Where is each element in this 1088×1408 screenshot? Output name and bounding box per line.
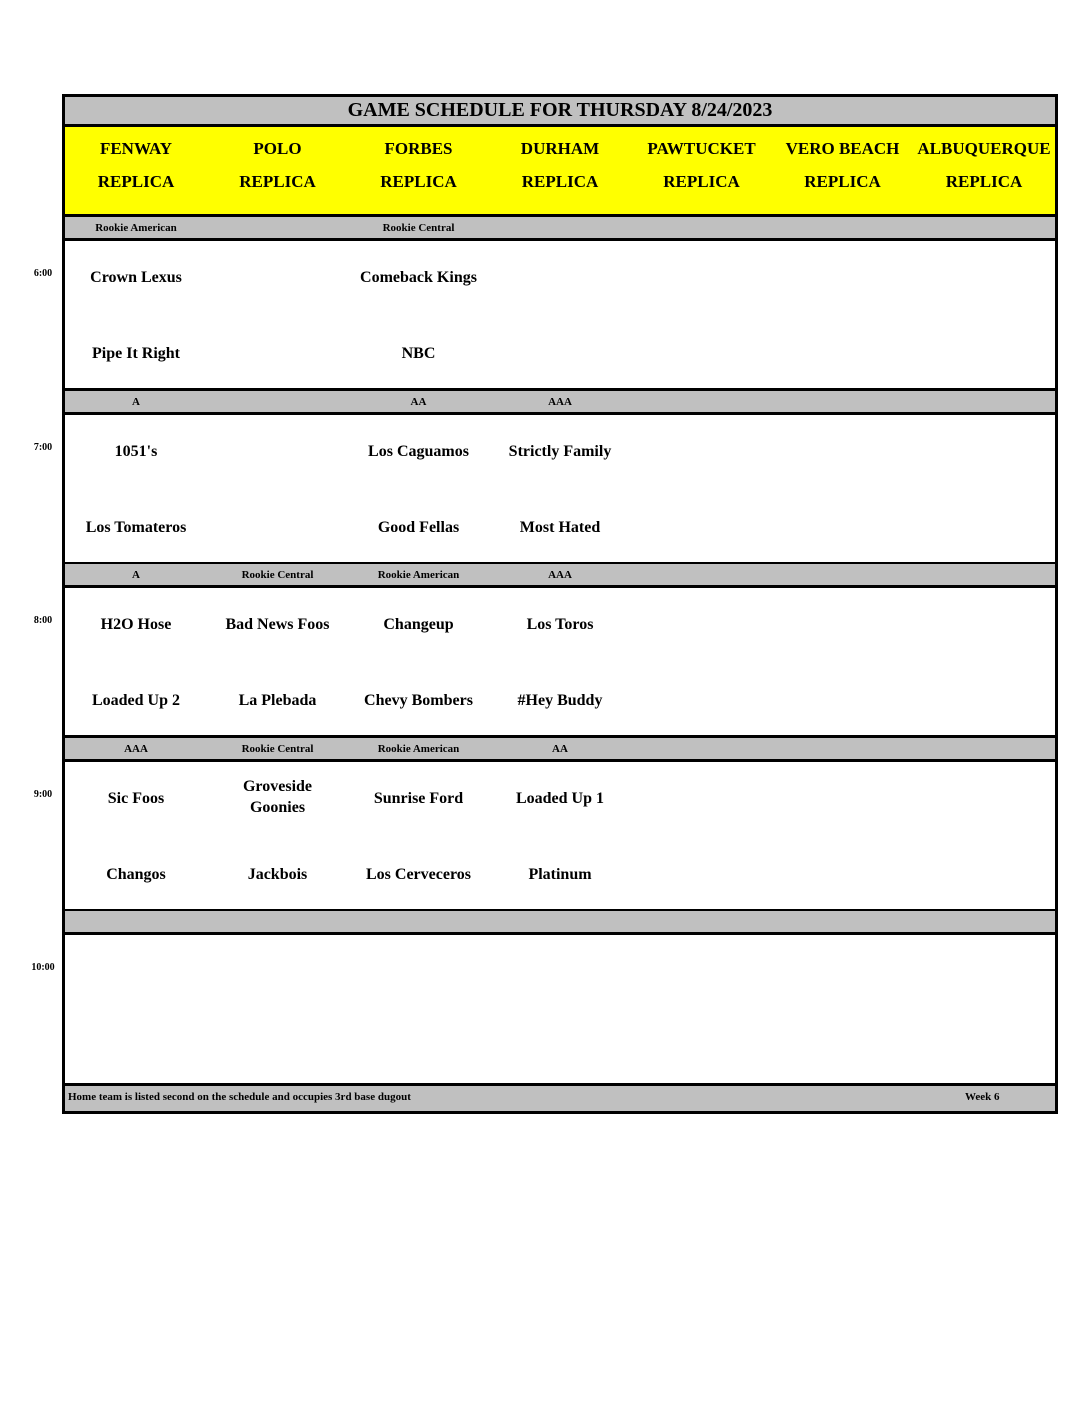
game-cell [207, 588, 351, 738]
game-cell [65, 241, 210, 391]
division-cell: Rookie Central [348, 217, 492, 241]
division-cell [631, 564, 775, 588]
home-team: Platinum [528, 866, 592, 883]
game-cell [631, 588, 775, 738]
division-cell [772, 738, 916, 762]
game-cell [348, 762, 492, 912]
away-team: Comeback Kings [360, 269, 477, 286]
game-cell [348, 588, 492, 738]
game-cell [631, 241, 775, 391]
week-label: Week 6 [965, 1091, 1000, 1103]
away-team: Los Caguamos [368, 443, 469, 460]
division-cell: Rookie Central [207, 564, 351, 588]
game-cell [489, 241, 634, 391]
game-cell [207, 241, 351, 391]
division-cell: A [65, 564, 210, 588]
division-cell [65, 911, 210, 935]
field-subtitle: REPLICA [663, 172, 740, 191]
division-cell: Rookie American [65, 217, 210, 241]
division-cell: Rookie American [348, 738, 492, 762]
game-cell [489, 415, 634, 565]
home-team: Los Cerveceros [366, 866, 471, 883]
home-team: NBC [401, 345, 436, 362]
division-cell [913, 564, 1055, 588]
away-team: H2O Hose [100, 616, 172, 633]
game-cell [348, 241, 492, 391]
game-cell [207, 762, 351, 912]
division-cell [631, 217, 775, 241]
field-name: PAWTUCKET [647, 139, 756, 158]
time-label: 9:00 [33, 789, 53, 800]
time-label: 6:00 [33, 268, 53, 279]
home-team: Chevy Bombers [364, 692, 473, 709]
away-team: Groveside Goonies [242, 778, 313, 816]
home-team: Good Fellas [377, 519, 460, 536]
home-team: #Hey Buddy [517, 692, 603, 709]
field-name: POLO [253, 139, 302, 158]
division-cell: Rookie Central [207, 738, 351, 762]
game-cell [772, 241, 916, 391]
division-cell [772, 564, 916, 588]
division-cell [913, 911, 1055, 935]
away-team: Crown Lexus [90, 269, 182, 286]
field-subtitle: REPLICA [239, 172, 316, 191]
division-cell [913, 217, 1055, 241]
field-header [772, 127, 916, 217]
division-cell: AA [348, 391, 492, 415]
game-cell [65, 935, 210, 1086]
division-cell [631, 738, 775, 762]
field-header [65, 127, 210, 217]
field-header [489, 127, 634, 217]
game-cell [913, 588, 1055, 738]
field-subtitle: REPLICA [521, 172, 599, 191]
home-team: Changos [106, 866, 166, 883]
division-cell [631, 391, 775, 415]
footer-note: Home team is listed second on the schedule and occupies 3rd base dugout [68, 1091, 411, 1103]
game-cell [772, 762, 916, 912]
time-label: 10:00 [31, 962, 55, 973]
schedule-title: GAME SCHEDULE FOR THURSDAY 8/24/2023 [65, 97, 1055, 127]
game-cell [631, 762, 775, 912]
time-label: 7:00 [33, 442, 53, 453]
division-cell [489, 217, 634, 241]
field-header [207, 127, 351, 217]
game-cell [913, 415, 1055, 565]
game-cell [207, 415, 351, 565]
home-team: Los Tomateros [85, 519, 187, 536]
division-cell: AAA [65, 738, 210, 762]
division-cell: AA [489, 738, 634, 762]
home-team: Most Hated [519, 519, 601, 536]
division-cell [772, 911, 916, 935]
field-name: FORBES [384, 139, 453, 158]
division-cell [913, 391, 1055, 415]
home-team: La Plebada [238, 692, 317, 709]
field-name: VERO BEACH [785, 139, 900, 158]
away-team: 1051's [114, 443, 158, 460]
game-cell [772, 935, 916, 1086]
game-cell [348, 415, 492, 565]
game-cell [207, 935, 351, 1086]
division-cell [207, 217, 351, 241]
field-subtitle: REPLICA [804, 172, 881, 191]
field-header [348, 127, 492, 217]
home-team: Jackbois [247, 866, 308, 883]
away-team: Strictly Family [508, 443, 612, 460]
away-team: Sic Foos [107, 790, 165, 807]
away-team: Sunrise Ford [373, 790, 464, 807]
away-team: Los Toros [526, 616, 594, 633]
division-cell [207, 911, 351, 935]
game-cell [65, 588, 210, 738]
division-cell: AAA [489, 391, 634, 415]
game-cell [348, 935, 492, 1086]
division-cell [348, 911, 492, 935]
division-cell [772, 217, 916, 241]
game-cell [489, 762, 634, 912]
home-team: Loaded Up 2 [91, 692, 181, 709]
home-team: Pipe It Right [92, 345, 180, 362]
field-subtitle: REPLICA [945, 172, 1023, 191]
division-cell [631, 911, 775, 935]
field-name: DURHAM [520, 139, 600, 158]
division-cell: Rookie American [348, 564, 492, 588]
time-label: 8:00 [33, 615, 53, 626]
game-cell [913, 935, 1055, 1086]
division-cell [489, 911, 634, 935]
game-cell [913, 762, 1055, 912]
game-cell [65, 415, 210, 565]
game-cell [772, 415, 916, 565]
game-cell [772, 588, 916, 738]
schedule-sheet [62, 94, 1058, 1114]
away-team: Loaded Up 1 [515, 790, 605, 807]
game-cell [65, 762, 210, 912]
field-name: FENWAY [99, 139, 173, 158]
division-cell: AAA [489, 564, 634, 588]
game-cell [631, 935, 775, 1086]
game-cell [489, 935, 634, 1086]
field-subtitle: REPLICA [97, 172, 175, 191]
away-team: Bad News Foos [225, 616, 330, 633]
division-cell [913, 738, 1055, 762]
away-team: Changeup [383, 616, 454, 633]
division-cell: A [65, 391, 210, 415]
field-subtitle: REPLICA [380, 172, 457, 191]
footer-bar [65, 1082, 1055, 1111]
game-cell [913, 241, 1055, 391]
field-header [631, 127, 775, 217]
field-name: ALBUQUERQUE [917, 139, 1051, 158]
division-cell [207, 391, 351, 415]
game-cell [631, 415, 775, 565]
field-header [913, 127, 1055, 217]
game-cell [489, 588, 634, 738]
division-cell [772, 391, 916, 415]
